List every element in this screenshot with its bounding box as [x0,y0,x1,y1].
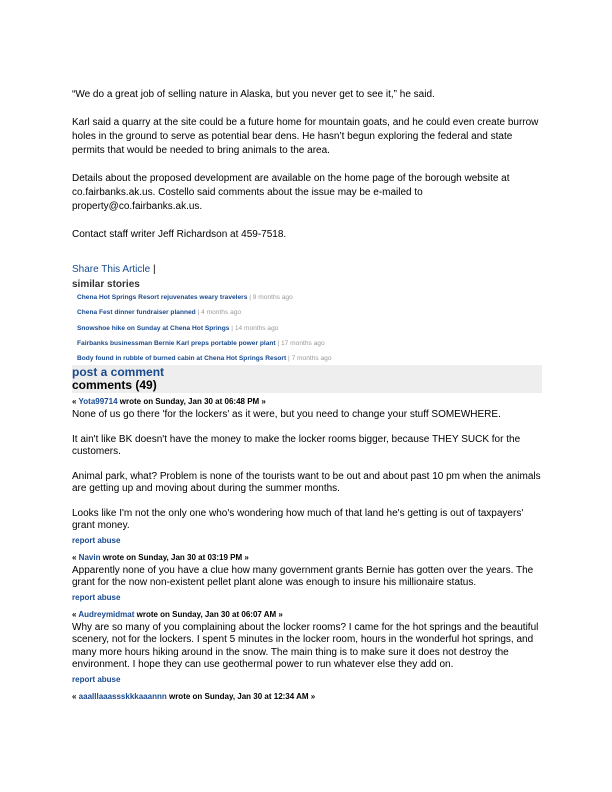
comment [72,692,542,702]
similar-story-item[interactable]: Snowshoe hike on Sunday at Chena Hot Springs | 14 months ago [77,324,279,332]
similar-story-link[interactable]: Body found in rubble of burned cabin at Chena Hot Springs Resort [77,355,287,363]
report-abuse-link[interactable]: report abuse [72,674,121,684]
share-article-link[interactable]: Share This Article [72,264,151,275]
comment-author-link[interactable]: Yota99714 [78,397,118,407]
similar-story-link[interactable]: Fairbanks businessman Bernie Karl preps portable power plant [77,339,276,347]
article-page [72,88,542,702]
similar-story-link[interactable]: Snowshoe hike on Sunday at Chena Hot Springs [77,324,230,332]
report-abuse-link[interactable]: report abuse [72,535,121,545]
comment-text: Why are so many of you complaining about the locker rooms? I came for the hot springs and the beautiful scenery, not for the lockers. I spent 5 minutes in the locker room, hours in the wonderful hot springs, and many more hours hiking around in the snow. The main thing is to make sure it does not destroy the environment. I hope they can use geothermal power to run whatever else they add on. [72,621,539,671]
article-paragraph: “We do a great job of selling nature in Alaska, but you never get to see it,” he said. [72,89,435,100]
post-comment-link[interactable]: post a comment [72,365,165,380]
similar-story-age: 14 months ago [234,324,279,332]
comment-text: Apparently none of you have a clue how many government grants Bernie has gotten over the years. The grant for the now non-existent pellet plant alone was enough to insure his millionaire status. [72,564,534,589]
comment-meta: wrote on Sunday, Jan 30 at 03:19 PM » [100,552,249,562]
comment-text: None of us go there 'for the lockers' as it were, but you need to change your stuff SOMEWHERE. [72,409,501,421]
comment-meta: wrote on Sunday, Jan 30 at 06:07 AM » [134,609,283,619]
comment-text: Animal park, what? Problem is none of the tourists want to be out and about past 10 pm when the animals are getting up and moving about during the summer months. [72,470,541,495]
share-bar [72,263,542,276]
comment-header: « Navin wrote on Sunday, Jan 30 at 03:19 PM » [72,552,249,562]
comment-meta: wrote on Sunday, Jan 30 at 06:48 PM » [117,397,266,407]
similar-story-item[interactable]: Body found in rubble of burned cabin at Chena Hot Springs Resort | 7 months ago [77,355,332,363]
similar-story-item[interactable]: Fairbanks businessman Bernie Karl preps portable power plant | 17 months ago [77,339,325,347]
comment-meta: wrote on Sunday, Jan 30 at 12:34 AM » [166,691,316,701]
similar-story-link[interactable]: Chena Hot Springs Resort rejuvenates weary travelers [77,294,248,301]
comment-header: « Yota99714 wrote on Sunday, Jan 30 at 06:48 PM » [72,397,266,407]
comment-header: « aaalllaaassskkkaaannn wrote on Sunday, Jan 30 at 12:34 AM » [72,691,316,701]
similar-story-link[interactable]: Chena Fest dinner fundraiser planned [77,309,196,317]
share-separator: | [150,264,156,275]
similar-story-item[interactable]: Chena Hot Springs Resort rejuvenates weary travelers | 9 months ago [77,294,293,301]
similar-story-age: 9 months ago [252,294,293,301]
comment-text: It ain't like BK doesn't have the money to make the locker rooms bigger, because THEY SUCK for the customers. [72,433,521,458]
report-abuse-link[interactable]: report abuse [72,592,121,602]
article-paragraph: Contact staff writer Jeff Richardson at 459-7518. [72,229,287,240]
comments-count-heading: comments (49) [72,378,157,393]
similar-story-item[interactable]: Chena Fest dinner fundraiser planned | 4 months ago [77,309,242,317]
article-paragraph: Karl said a quarry at the site could be a future home for mountain goats, and he could even create burrow holes in the ground to serve as potential bear dens. He hasn’t begun exploring the federal and state permits that would be needed to bring animals to the area. [72,117,539,156]
comment [72,610,542,685]
article-paragraph: Details about the proposed development are available on the home page of the borough website at co.fairbanks.ak.us. Costello said comments about the issue may be e-mailed to property@co.fairbanks.ak.us. [72,173,510,212]
comment [72,553,542,603]
similar-stories-list [72,294,542,363]
comment-author-link[interactable]: aaalllaaassskkkaaannn [78,691,167,701]
comment-header: « Audreymidmat wrote on Sunday, Jan 30 at 06:07 AM » [72,609,283,619]
similar-story-age: 4 months ago [201,309,242,317]
similar-stories-heading: similar stories [72,279,140,290]
similar-story-age: 17 months ago [281,339,325,347]
post-comment-bar [72,365,542,393]
comment-text: Looks like I'm not the only one who's wondering how much of that land he's getting is out of taxpayers' grant money. [72,507,524,532]
comment-author-link[interactable]: Audreymidmat [78,609,135,619]
similar-story-age: 7 months ago [291,355,332,363]
comment-author-link[interactable]: Navin [78,552,101,562]
comment [72,397,542,546]
